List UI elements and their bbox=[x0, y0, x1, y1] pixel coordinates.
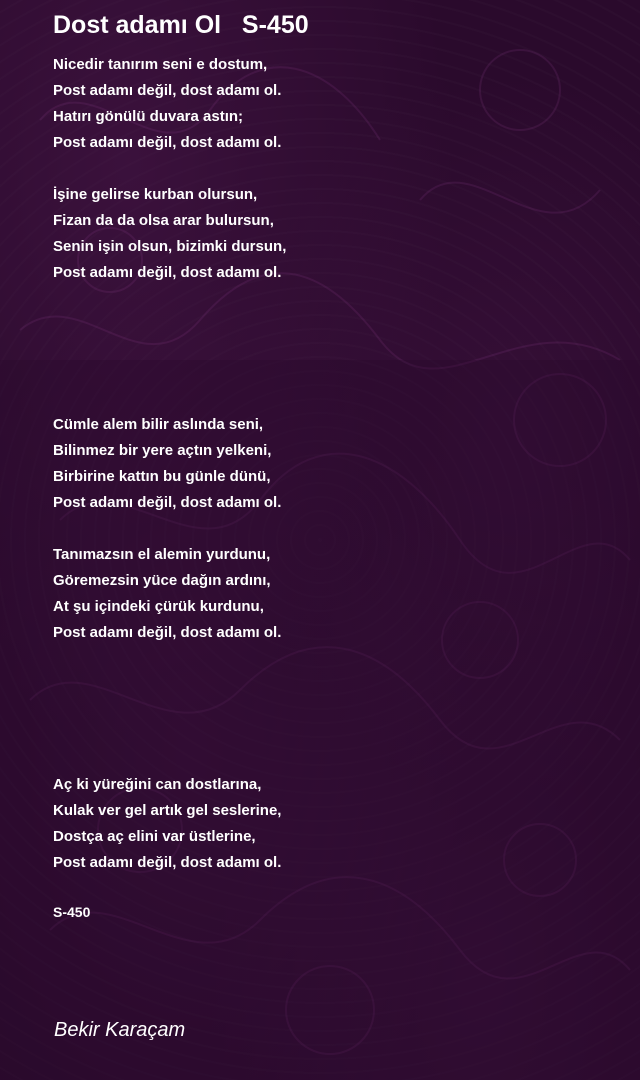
stanza-1 bbox=[53, 52, 281, 156]
poem-line: Dostça aç elini var üstlerine, bbox=[53, 828, 256, 845]
poem-code: S-450 bbox=[53, 904, 91, 920]
poem-line: Post adamı değil, dost adamı ol. bbox=[53, 134, 282, 151]
poem-line: Aç ki yüreğini can dostlarına, bbox=[53, 776, 262, 793]
poem-line: Senin işin olsun, bizimki dursun, bbox=[53, 238, 287, 255]
poem-line: Birbirine kattın bu günle dünü, bbox=[53, 468, 271, 485]
stanza-2 bbox=[53, 182, 286, 286]
poem-line: Nicedir tanırım seni e dostum, bbox=[53, 56, 268, 73]
stanza-3 bbox=[53, 412, 281, 516]
poem-line: Post adamı değil, dost adamı ol. bbox=[53, 494, 282, 511]
poem-line: Göremezsin yüce dağın ardını, bbox=[53, 572, 271, 589]
poem-line: Post adamı değil, dost adamı ol. bbox=[53, 82, 282, 99]
poem-line: Post adamı değil, dost adamı ol. bbox=[53, 854, 282, 871]
poem-line: Fizan da da olsa arar bulursun, bbox=[53, 212, 274, 229]
poem-author: Bekir Karaçam bbox=[54, 1019, 186, 1041]
poem-line: Hatırı gönülü duvara astın; bbox=[53, 108, 244, 125]
poem-line: Post adamı değil, dost adamı ol. bbox=[53, 624, 282, 641]
poem-line: Post adamı değil, dost adamı ol. bbox=[53, 264, 282, 281]
poem-line: Bilinmez bir yere açtın yelkeni, bbox=[53, 442, 272, 459]
stanza-4 bbox=[53, 542, 281, 646]
poem-title: Dost adamı Ol S-450 bbox=[53, 11, 309, 39]
poem-line: Cümle alem bilir aslında seni, bbox=[53, 416, 264, 433]
poem-line: Kulak ver gel artık gel seslerine, bbox=[53, 802, 282, 819]
poem-line: Tanımazsın el alemin yurdunu, bbox=[53, 546, 271, 563]
poem-line: İşine gelirse kurban olursun, bbox=[53, 186, 258, 203]
stanza-5 bbox=[53, 772, 281, 876]
poem-line: At şu içindeki çürük kurdunu, bbox=[53, 598, 264, 615]
